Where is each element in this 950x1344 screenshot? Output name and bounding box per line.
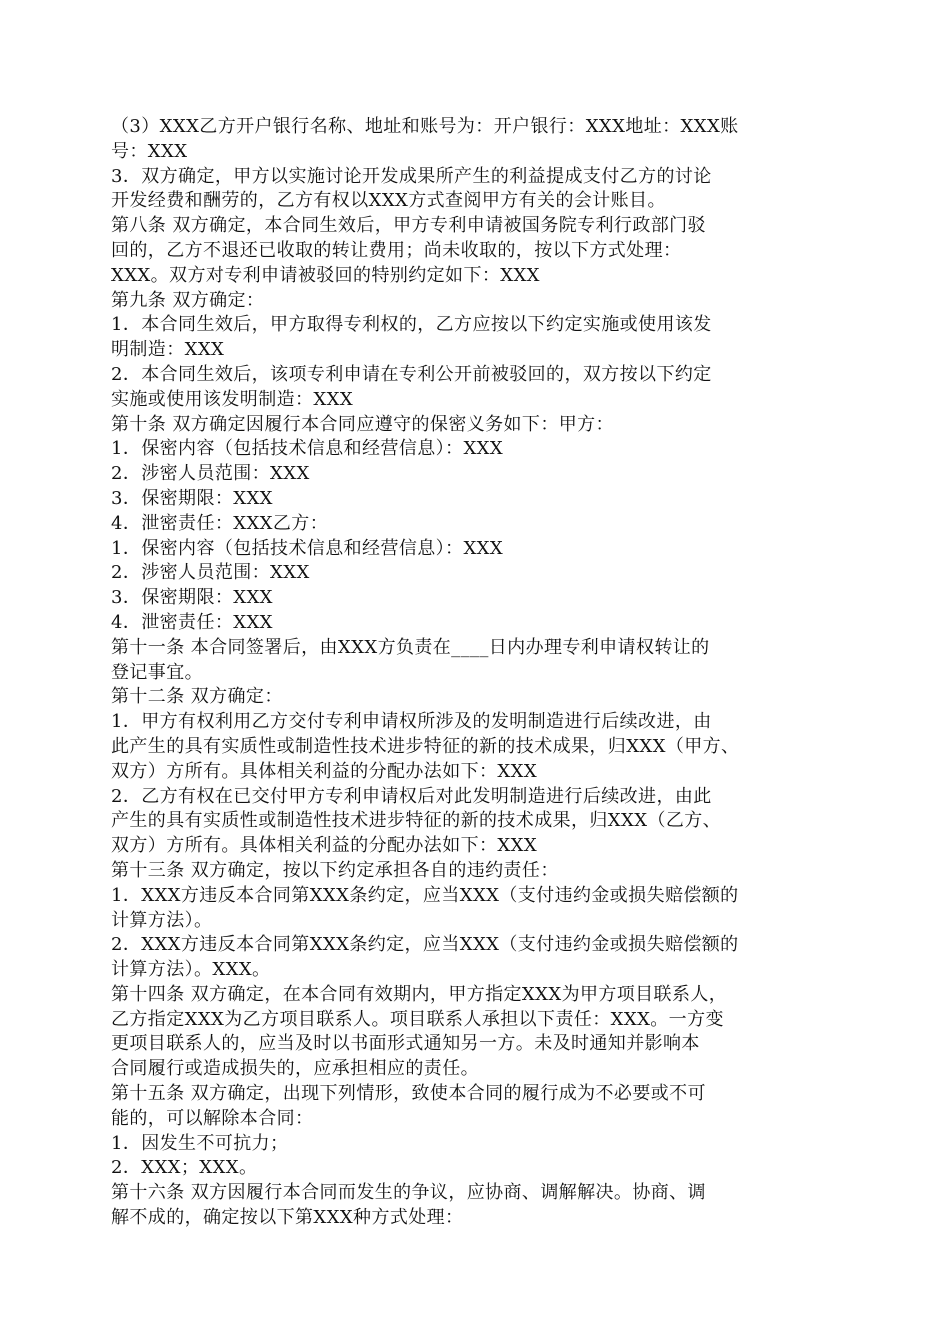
text-line: 开发经费和酬劳的，乙方有权以XXX方式查阅甲方有关的会计账目。 (111, 190, 666, 212)
text-line: 1．XXX方违反本合同第XXX条约定，应当XXX（支付违约金或损失赔偿额的 (111, 884, 739, 906)
text-line: 第九条 双方确定： (111, 289, 265, 311)
document-body (111, 115, 843, 1231)
text-line: 能的，可以解除本合同： (111, 1107, 314, 1129)
text-line: 号：XXX (111, 140, 188, 162)
text-line: 合同履行或造成损失的，应承担相应的责任。 (111, 1058, 479, 1080)
text-line: 第八条 双方确定，本合同生效后，甲方专利申请被国务院专利行政部门驳 (111, 215, 706, 237)
text-line: 实施或使用该发明制造：XXX (111, 388, 354, 410)
text-line: 2．乙方有权在已交付甲方专利申请权后对此发明制造进行后续改进，由此 (111, 785, 712, 807)
text-line: 4．泄密责任：XXX乙方： (111, 512, 329, 534)
text-line: （3）XXX乙方开户银行名称、地址和账号为：开户银行：XXX地址：XXX账 (111, 116, 739, 137)
text-line: 第十四条 双方确定，在本合同有效期内，甲方指定XXX为甲方项目联系人， (111, 983, 728, 1005)
text-line: 1．本合同生效后，甲方取得专利权的，乙方应按以下约定实施或使用该发 (111, 314, 712, 336)
text-line: 1．保密内容（包括技术信息和经营信息）：XXX (111, 537, 504, 559)
text-line: 第十二条 双方确定： (111, 686, 283, 708)
text-line: 计算方法）。XXX。 (111, 959, 271, 981)
text-line: 1．保密内容（包括技术信息和经营信息）：XXX (111, 438, 504, 460)
text-line: 4．泄密责任：XXX (111, 611, 273, 633)
text-line: 回的，乙方不退还已收取的转让费用；尚未收取的，按以下方式处理： (111, 239, 682, 261)
text-line: 此产生的具有实质性或制造性技术进步特征的新的技术成果，归XXX（甲方、 (111, 735, 740, 757)
text-line: 第十条 双方确定因履行本合同应遵守的保密义务如下：甲方： (111, 413, 614, 435)
text-line: XXX。双方对专利申请被驳回的特别约定如下：XXX (111, 264, 540, 286)
text-line: 乙方指定XXX为乙方项目联系人。项目联系人承担以下责任：XXX。一方变 (111, 1008, 724, 1030)
text-line: 产生的具有实质性或制造性技术进步特征的新的技术成果，归XXX（乙方、 (111, 810, 722, 832)
text-line: 2．XXX方违反本合同第XXX条约定，应当XXX（支付违约金或损失赔偿额的 (111, 934, 739, 956)
text-line: 双方）方所有。具体相关利益的分配办法如下：XXX (111, 760, 538, 782)
text-line: 第十一条 本合同签署后，由XXX方负责在____日内办理专利申请权转让的 (111, 636, 710, 658)
text-line: 2．本合同生效后，该项专利申请在专利公开前被驳回的，双方按以下约定 (111, 363, 712, 385)
text-line: 双方）方所有。具体相关利益的分配办法如下：XXX (111, 835, 538, 857)
text-line: 解不成的，确定按以下第XXX种方式处理： (111, 1207, 464, 1229)
text-line: 更项目联系人的，应当及时以书面形式通知另一方。未及时通知并影响本 (111, 1033, 700, 1055)
text-line: 登记事宜。 (111, 661, 203, 683)
text-line: 计算方法）。 (111, 909, 213, 931)
text-line: 3．双方确定，甲方以实施讨论开发成果所产生的利益提成支付乙方的讨论 (111, 165, 712, 187)
text-line: 明制造：XXX (111, 339, 225, 361)
text-line: 2．涉密人员范围：XXX (111, 463, 310, 485)
text-line: 第十五条 双方确定，出现下列情形，致使本合同的履行成为不必要或不可 (111, 1083, 706, 1105)
text-line: 1．甲方有权利用乙方交付专利申请权所涉及的发明制造进行后续改进，由 (111, 711, 712, 733)
text-line: 3．保密期限：XXX (111, 487, 273, 509)
text-line: 第十三条 双方确定，按以下约定承担各自的违约责任： (111, 859, 559, 881)
text-line: 2．涉密人员范围：XXX (111, 562, 310, 584)
text-line: 1．因发生不可抗力； (111, 1132, 289, 1154)
text-line: 第十六条 双方因履行本合同而发生的争议，应协商、调解解决。协商、调 (111, 1182, 706, 1204)
text-line: 3．保密期限：XXX (111, 587, 273, 609)
text-line: 2．XXX；XXX。 (111, 1157, 258, 1179)
